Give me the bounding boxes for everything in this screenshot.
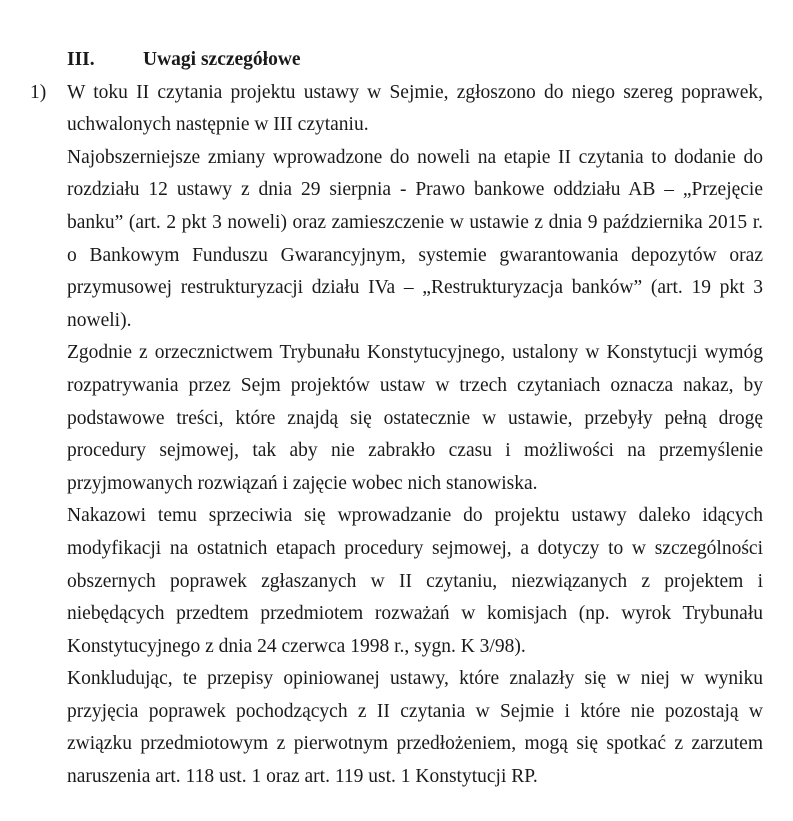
text-line: podstawowe treści, które znajdą się ostatecznie w ustawie, przebyły pełną drogę	[67, 407, 763, 429]
text-line: niebędących przedtem przedmiotem rozważań w komisjach (np. wyrok Trybunału	[67, 603, 763, 625]
section-heading	[67, 44, 763, 77]
text-line: przymusowej restrukturyzacji działu IVa – „Restrukturyzacja banków” (art. 19 pkt 3	[67, 277, 763, 299]
text-line: rozdziału 12 ustawy z dnia 29 sierpnia - Prawo bankowe oddziału AB – „Przejęcie	[67, 179, 763, 201]
section-number: III.	[67, 49, 95, 70]
text-line: obszernych poprawek zgłaszanych w II czytaniu, niezwiązanych z projektem i	[67, 570, 763, 592]
paragraph	[67, 142, 763, 338]
text-line: Nakazowi temu sprzeciwia się wprowadzanie do projektu ustawy daleko idących	[67, 505, 763, 527]
text-line: Najobszerniejsze zmiany wprowadzone do noweli na etapie II czytania to dodanie do	[67, 146, 763, 168]
text-line: naruszenia art. 118 ust. 1 oraz art. 119 ust. 1 Konstytucji RP.	[67, 766, 538, 788]
text-line: procedury sejmowej, tak aby nie zabrakło czasu i możliwości na przemyślenie	[67, 440, 763, 462]
text-line: noweli).	[67, 309, 132, 331]
text-line: Konkludując, te przepisy opiniowanej ustawy, które znalazły się w niej w wyniku	[67, 668, 763, 690]
item-paragraphs	[67, 77, 763, 794]
text-line: przyjęcia poprawek pochodzących z II czytania w Sejmie i które nie pozostają w	[67, 700, 763, 722]
item-marker: 1)	[30, 81, 47, 103]
paragraph	[67, 663, 763, 793]
document-content	[30, 44, 763, 794]
paragraph	[67, 77, 763, 142]
text-line: Konstytucyjnego z dnia 24 czerwca 1998 r., sygn. K 3/98).	[67, 635, 526, 657]
numbered-item	[30, 77, 763, 794]
text-line: przyjmowanych rozwiązań i zajęcie wobec nich stanowiska.	[67, 472, 538, 494]
paragraph	[67, 500, 763, 663]
text-line: banku” (art. 2 pkt 3 noweli) oraz zamieszczenie w ustawie z dnia 9 października 2015 r.	[67, 211, 763, 233]
text-line: o Bankowym Funduszu Gwarancyjnym, systemie gwarantowania depozytów oraz	[67, 244, 763, 266]
text-line: związku przedmiotowym z pierwotnym przedłożeniem, mogą się spotkać z zarzutem	[67, 733, 763, 755]
text-line: Zgodnie z orzecznictwem Trybunału Konstytucyjnego, ustalony w Konstytucji wymóg	[67, 342, 763, 364]
text-line: W toku II czytania projektu ustawy w Sejmie, zgłoszono do niego szereg poprawek,	[67, 81, 763, 103]
text-line: modyfikacji na ostatnich etapach procedury sejmowej, a dotyczy to w szczególności	[67, 537, 763, 559]
text-line: uchwalonych następnie w III czytaniu.	[67, 114, 369, 136]
text-line: rozpatrywania przez Sejm projektów ustaw w trzech czytaniach oznacza nakaz, by	[67, 374, 763, 396]
section-title: Uwagi szczegółowe	[143, 49, 301, 70]
paragraph	[67, 337, 763, 500]
